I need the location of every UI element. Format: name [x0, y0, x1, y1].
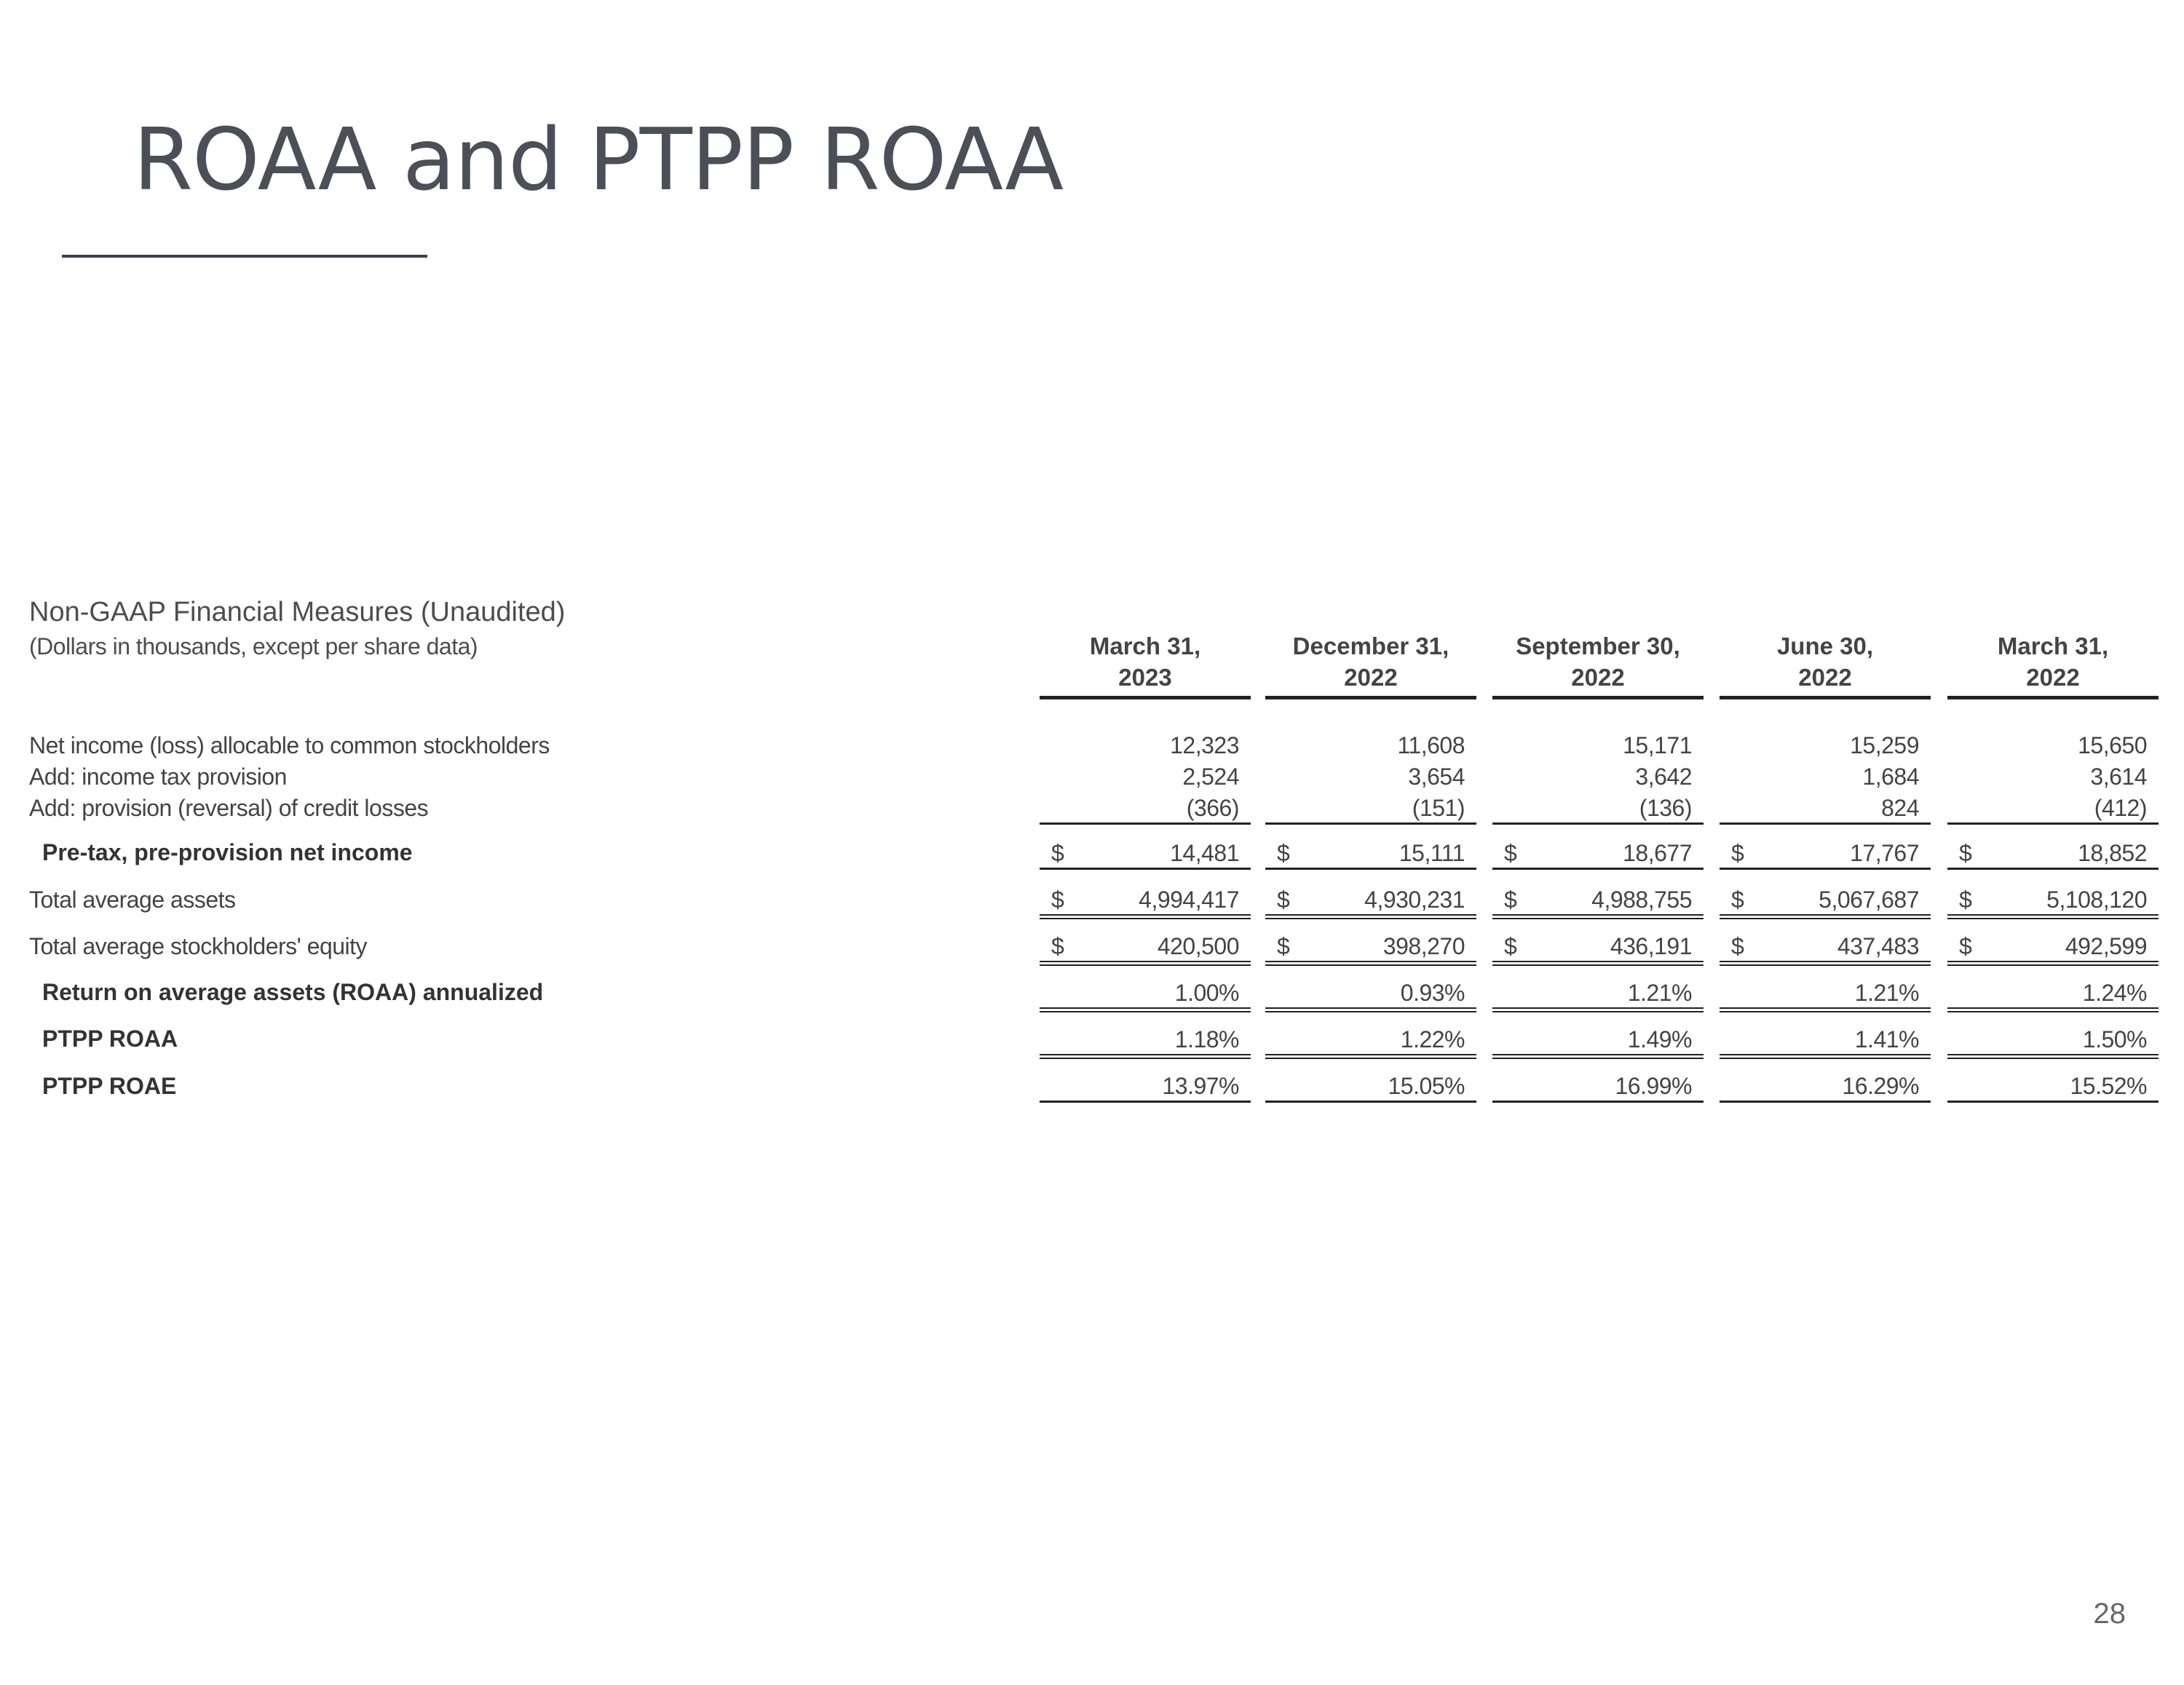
table-cell	[1040, 731, 1251, 760]
cell-value: 15,171	[1623, 732, 1692, 758]
column-header	[1947, 630, 2159, 699]
column-header-year: 2022	[1344, 664, 1398, 691]
row-label: Pre-tax, pre-provision net income	[42, 839, 413, 865]
table-cell	[1720, 793, 1931, 825]
table-cell	[1720, 932, 1931, 966]
column-header-period: June 30,	[1776, 633, 1874, 659]
column-header-period: March 31,	[1997, 633, 2109, 659]
table-cell	[1947, 932, 2159, 966]
cell-value: 0.93%	[1400, 980, 1465, 1006]
cell-value: 15,650	[2078, 732, 2147, 758]
cell-value: (366)	[1186, 795, 1239, 821]
cell-value: 1.00%	[1174, 980, 1239, 1006]
currency-symbol: $	[1504, 887, 1517, 913]
table-cell	[1040, 978, 1251, 1012]
cell-value: 16.99%	[1615, 1073, 1692, 1099]
column-header	[1040, 630, 1251, 699]
table-cell	[1492, 838, 1704, 870]
cell-value: 4,994,417	[1139, 887, 1239, 913]
cell-value: 492,599	[2065, 933, 2147, 959]
currency-symbol: $	[1959, 933, 1972, 959]
table-cell	[1040, 1071, 1251, 1103]
cell-value: 2,524	[1182, 764, 1239, 790]
cell-value: 17,767	[1850, 840, 1919, 866]
cell-value: 436,191	[1610, 933, 1692, 959]
cell-value: 15,111	[1398, 840, 1465, 866]
cell-value: 15,259	[1850, 732, 1919, 758]
row-label: PTPP ROAE	[42, 1073, 177, 1099]
currency-symbol: $	[1051, 933, 1064, 959]
table-cell	[1265, 932, 1476, 966]
cell-value: (136)	[1639, 795, 1692, 821]
cell-value: 3,654	[1408, 764, 1465, 790]
cell-value: 15.05%	[1388, 1073, 1465, 1099]
table-subtitle-note: (Dollars in thousands, except per share data)	[29, 633, 478, 659]
cell-value: 437,483	[1837, 933, 1919, 959]
table-cell	[1947, 838, 2159, 870]
cell-value: 12,323	[1170, 732, 1239, 758]
cell-value: 18,677	[1623, 840, 1692, 866]
cell-value: 11,608	[1397, 732, 1465, 758]
column-header-period: March 31,	[1089, 633, 1201, 659]
column-header-period: December 31,	[1292, 633, 1449, 659]
table-cell	[1720, 978, 1931, 1012]
table-cell	[1265, 885, 1476, 919]
column-header	[1265, 630, 1476, 699]
cell-value: 13.97%	[1162, 1073, 1239, 1099]
page-title: ROAA and PTPP ROAA	[133, 109, 1064, 210]
row-label: Total average stockholders' equity	[29, 933, 368, 959]
currency-symbol: $	[1959, 887, 1972, 913]
table-cell	[1265, 1071, 1476, 1103]
column-header-year: 2022	[1798, 664, 1852, 691]
column-header-year: 2023	[1118, 664, 1172, 691]
table-cell	[1492, 762, 1704, 791]
table-cell	[1947, 1071, 2159, 1103]
cell-value: 398,270	[1382, 933, 1465, 959]
table-cell	[1265, 793, 1476, 825]
cell-value: 5,108,120	[2046, 887, 2147, 913]
row-label: PTPP ROAA	[42, 1026, 178, 1052]
title-underline	[62, 255, 427, 258]
cell-value: 4,930,231	[1364, 887, 1465, 913]
table-cell	[1040, 932, 1251, 966]
cell-value: (151)	[1412, 795, 1465, 821]
cell-value: 14,481	[1170, 840, 1239, 866]
cell-value: 15.52%	[2070, 1073, 2147, 1099]
cell-value: 1,684	[1862, 764, 1919, 790]
cell-value: 1.50%	[2082, 1026, 2147, 1052]
table-cell	[1720, 885, 1931, 919]
table-cell	[1720, 731, 1931, 760]
column-header	[1720, 630, 1931, 699]
table-cell	[1492, 731, 1704, 760]
table-cell	[1265, 978, 1476, 1012]
currency-symbol: $	[1731, 933, 1744, 959]
table-cell	[1492, 1025, 1704, 1059]
currency-symbol: $	[1504, 933, 1517, 959]
row-label: Add: income tax provision	[29, 764, 287, 790]
currency-symbol: $	[1051, 887, 1064, 913]
table-subtitle: Non-GAAP Financial Measures (Unaudited)	[29, 597, 566, 627]
cell-value: 18,852	[2078, 840, 2147, 866]
row-label: Add: provision (reversal) of credit losses	[29, 795, 429, 821]
table-cell	[1040, 793, 1251, 825]
table-cell	[1947, 762, 2159, 791]
table-cell	[1040, 762, 1251, 791]
table-cell	[1040, 1025, 1251, 1059]
row-label: Return on average assets (ROAA) annualized	[42, 979, 544, 1005]
cell-value: 1.21%	[1854, 980, 1919, 1006]
cell-value: 3,614	[2090, 764, 2147, 790]
cell-value: 3,642	[1635, 764, 1692, 790]
cell-value: 420,500	[1157, 933, 1239, 959]
cell-value: 824	[1881, 795, 1919, 821]
table-cell	[1492, 978, 1704, 1012]
table-cell	[1040, 838, 1251, 870]
page-number: 28	[2093, 1598, 2126, 1630]
cell-value: 1.41%	[1854, 1026, 1919, 1052]
table-cell	[1492, 932, 1704, 966]
table-cell	[1492, 793, 1704, 825]
currency-symbol: $	[1731, 840, 1744, 866]
table-cell	[1720, 1025, 1931, 1059]
table-cell	[1947, 1025, 2159, 1059]
table-cell	[1947, 793, 2159, 825]
cell-value: 1.18%	[1174, 1026, 1239, 1052]
currency-symbol: $	[1277, 887, 1290, 913]
cell-value: 4,988,755	[1591, 887, 1692, 913]
row-label: Total average assets	[29, 887, 236, 913]
currency-symbol: $	[1277, 840, 1290, 866]
currency-symbol: $	[1731, 887, 1744, 913]
column-header-year: 2022	[2026, 664, 2080, 691]
column-header	[1492, 630, 1704, 699]
table-cell	[1040, 885, 1251, 919]
cell-value: 5,067,687	[1819, 887, 1919, 913]
currency-symbol: $	[1277, 933, 1290, 959]
column-header-year: 2022	[1571, 664, 1625, 691]
table-cell	[1265, 762, 1476, 791]
currency-symbol: $	[1959, 840, 1972, 866]
currency-symbol: $	[1051, 840, 1064, 866]
table-cell	[1265, 838, 1476, 870]
table-cell	[1720, 838, 1931, 870]
table-cell	[1947, 731, 2159, 760]
row-label: Net income (loss) allocable to common stockholders	[29, 732, 550, 758]
cell-value: 1.49%	[1627, 1026, 1692, 1052]
table-cell	[1265, 731, 1476, 760]
currency-symbol: $	[1504, 840, 1517, 866]
table-cell	[1492, 885, 1704, 919]
cell-value: 1.24%	[2082, 980, 2147, 1006]
table-cell	[1265, 1025, 1476, 1059]
table-cell	[1492, 1071, 1704, 1103]
column-header-period: September 30,	[1516, 633, 1680, 659]
cell-value: 1.22%	[1400, 1026, 1465, 1052]
table-cell	[1720, 762, 1931, 791]
cell-value: (412)	[2094, 795, 2147, 821]
table-cell	[1720, 1071, 1931, 1103]
cell-value: 16.29%	[1842, 1073, 1919, 1099]
table-cell	[1947, 978, 2159, 1012]
cell-value: 1.21%	[1627, 980, 1692, 1006]
table-cell	[1947, 885, 2159, 919]
